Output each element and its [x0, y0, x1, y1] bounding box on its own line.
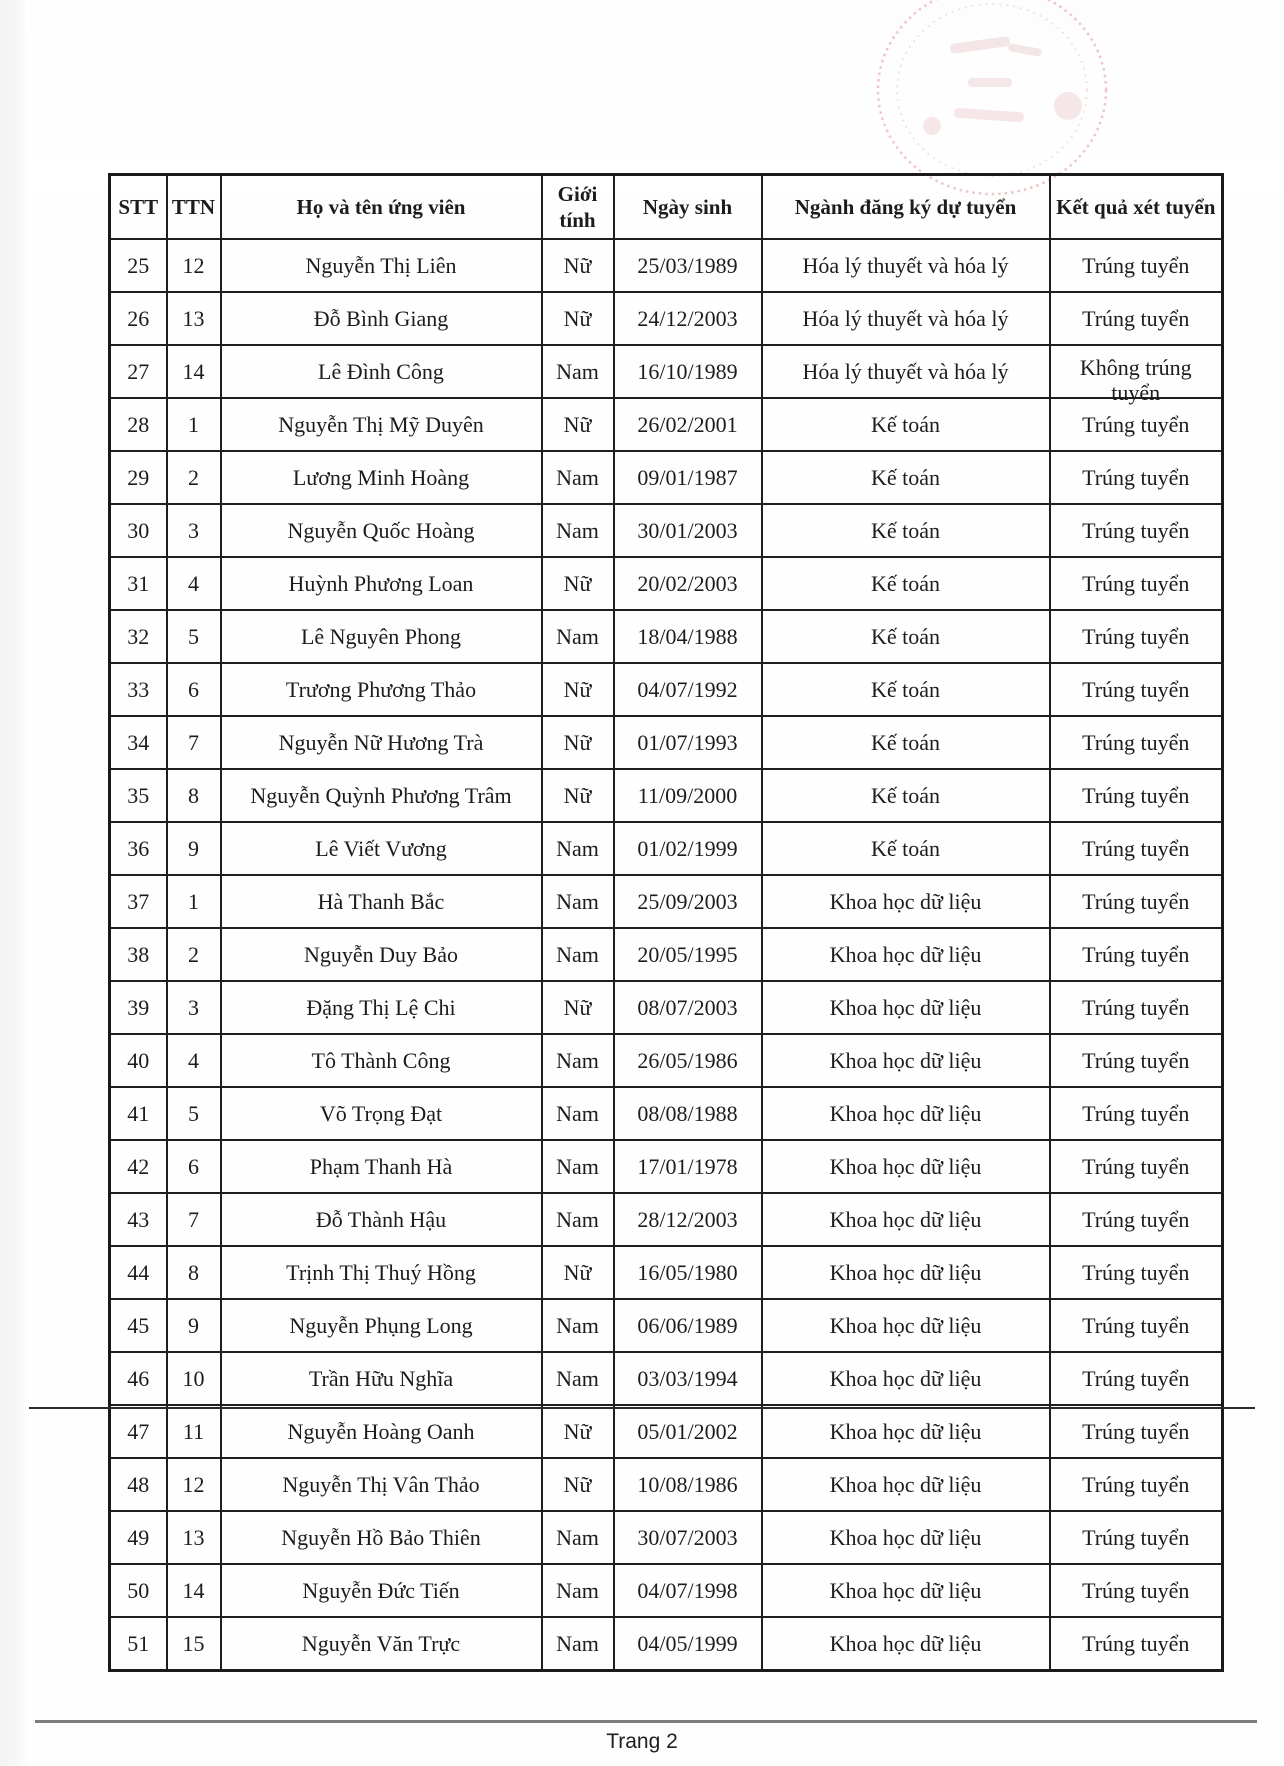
column-header-stt: STT [110, 175, 167, 240]
cell-gender: Nam [542, 1564, 614, 1617]
cell-name: Lương Minh Hoàng [221, 451, 542, 504]
cell-result: Trúng tuyển [1050, 1034, 1223, 1087]
cell-stt: 41 [110, 1087, 167, 1140]
cell-name: Nguyễn Thị Liên [221, 239, 542, 292]
table-row [110, 292, 1223, 345]
table-row [110, 1458, 1223, 1511]
cell-ttn: 4 [167, 1034, 221, 1087]
cell-ttn: 1 [167, 875, 221, 928]
cell-name: Lê Nguyên Phong [221, 610, 542, 663]
cell-stt: 48 [110, 1458, 167, 1511]
cell-ttn: 11 [167, 1405, 221, 1458]
cell-stt: 46 [110, 1352, 167, 1405]
cell-stt: 38 [110, 928, 167, 981]
table-row [110, 875, 1223, 928]
cell-stt: 33 [110, 663, 167, 716]
cell-result: Trúng tuyển [1050, 716, 1223, 769]
cell-dob: 11/09/2000 [614, 769, 762, 822]
table-row [110, 1405, 1223, 1458]
cell-name: Nguyễn Văn Trực [221, 1617, 542, 1671]
cell-result: Trúng tuyển [1050, 239, 1223, 292]
cell-major: Kế toán [762, 716, 1050, 769]
cell-dob: 04/07/1992 [614, 663, 762, 716]
cell-gender: Nam [542, 1352, 614, 1405]
cell-result: Trúng tuyển [1050, 292, 1223, 345]
cell-stt: 44 [110, 1246, 167, 1299]
cell-name: Nguyễn Thị Mỹ Duyên [221, 398, 542, 451]
cell-dob: 01/07/1993 [614, 716, 762, 769]
cell-major: Khoa học dữ liệu [762, 1299, 1050, 1352]
column-header-name: Họ và tên ứng viên [221, 175, 542, 240]
column-header-dob: Ngày sinh [614, 175, 762, 240]
cell-dob: 16/10/1989 [614, 345, 762, 398]
cell-major: Khoa học dữ liệu [762, 1087, 1050, 1140]
cell-ttn: 1 [167, 398, 221, 451]
cell-name: Nguyễn Hoàng Oanh [221, 1405, 542, 1458]
table-row [110, 716, 1223, 769]
cell-gender: Nữ [542, 292, 614, 345]
cell-ttn: 15 [167, 1617, 221, 1671]
scan-top-tint [30, 0, 1284, 190]
cell-result: Trúng tuyển [1050, 822, 1223, 875]
cell-major: Kế toán [762, 557, 1050, 610]
cell-ttn: 13 [167, 1511, 221, 1564]
cell-gender: Nữ [542, 663, 614, 716]
cell-result: Trúng tuyển [1050, 663, 1223, 716]
cell-result: Trúng tuyển [1050, 928, 1223, 981]
cell-stt: 32 [110, 610, 167, 663]
table-row [110, 504, 1223, 557]
cell-major: Kế toán [762, 610, 1050, 663]
cell-ttn: 4 [167, 557, 221, 610]
cell-result: Trúng tuyển [1050, 1617, 1223, 1671]
cell-ttn: 14 [167, 1564, 221, 1617]
cell-gender: Nam [542, 1087, 614, 1140]
cell-major: Khoa học dữ liệu [762, 1405, 1050, 1458]
column-header-ttn: TTN [167, 175, 221, 240]
table-row [110, 1087, 1223, 1140]
cell-ttn: 10 [167, 1352, 221, 1405]
cell-dob: 25/03/1989 [614, 239, 762, 292]
table-row [110, 1299, 1223, 1352]
cell-ttn: 13 [167, 292, 221, 345]
cell-dob: 28/12/2003 [614, 1193, 762, 1246]
cell-major: Khoa học dữ liệu [762, 1458, 1050, 1511]
table-header-row [110, 175, 1223, 240]
cell-ttn: 12 [167, 1458, 221, 1511]
cell-major: Kế toán [762, 663, 1050, 716]
cell-result: Trúng tuyển [1050, 1193, 1223, 1246]
cell-ttn: 3 [167, 504, 221, 557]
table-row [110, 610, 1223, 663]
cell-gender: Nữ [542, 239, 614, 292]
table-row [110, 1617, 1223, 1671]
cell-stt: 34 [110, 716, 167, 769]
cell-name: Trần Hữu Nghĩa [221, 1352, 542, 1405]
cell-stt: 30 [110, 504, 167, 557]
cell-result: Trúng tuyển [1050, 1246, 1223, 1299]
cell-gender: Nam [542, 1511, 614, 1564]
table-row [110, 1352, 1223, 1405]
cell-dob: 30/07/2003 [614, 1511, 762, 1564]
cell-dob: 03/03/1994 [614, 1352, 762, 1405]
cell-stt: 27 [110, 345, 167, 398]
cell-result: Trúng tuyển [1050, 875, 1223, 928]
cell-ttn: 8 [167, 1246, 221, 1299]
table-row [110, 822, 1223, 875]
cell-stt: 42 [110, 1140, 167, 1193]
cell-major: Khoa học dữ liệu [762, 1617, 1050, 1671]
cell-ttn: 7 [167, 716, 221, 769]
cell-major: Khoa học dữ liệu [762, 875, 1050, 928]
cell-stt: 36 [110, 822, 167, 875]
cell-ttn: 9 [167, 822, 221, 875]
cell-result: Trúng tuyển [1050, 1564, 1223, 1617]
cell-gender: Nữ [542, 1405, 614, 1458]
cell-dob: 25/09/2003 [614, 875, 762, 928]
cell-dob: 30/01/2003 [614, 504, 762, 557]
cell-name: Nguyễn Hồ Bảo Thiên [221, 1511, 542, 1564]
cell-result: Trúng tuyển [1050, 451, 1223, 504]
cell-name: Đặng Thị Lệ Chi [221, 981, 542, 1034]
cell-result: Trúng tuyển [1050, 1405, 1223, 1458]
cell-stt: 51 [110, 1617, 167, 1671]
cell-ttn: 5 [167, 1087, 221, 1140]
cell-major: Khoa học dữ liệu [762, 1034, 1050, 1087]
cell-result: Trúng tuyển [1050, 1511, 1223, 1564]
cell-stt: 45 [110, 1299, 167, 1352]
cell-ttn: 2 [167, 451, 221, 504]
cell-gender: Nam [542, 504, 614, 557]
cell-stt: 26 [110, 292, 167, 345]
cell-stt: 37 [110, 875, 167, 928]
cell-gender: Nam [542, 610, 614, 663]
cell-dob: 26/05/1986 [614, 1034, 762, 1087]
table-row [110, 1564, 1223, 1617]
cell-dob: 26/02/2001 [614, 398, 762, 451]
cell-major: Khoa học dữ liệu [762, 1193, 1050, 1246]
table-row [110, 1511, 1223, 1564]
cell-gender: Nữ [542, 1458, 614, 1511]
column-header-gender: Giới tính [542, 175, 614, 240]
cell-dob: 20/05/1995 [614, 928, 762, 981]
table-row [110, 451, 1223, 504]
cell-result: Không trúng tuyển [1050, 345, 1223, 398]
table-row [110, 557, 1223, 610]
cell-ttn: 3 [167, 981, 221, 1034]
cell-major: Khoa học dữ liệu [762, 1352, 1050, 1405]
cell-result: Trúng tuyển [1050, 557, 1223, 610]
cell-dob: 24/12/2003 [614, 292, 762, 345]
cell-gender: Nam [542, 1034, 614, 1087]
cell-gender: Nữ [542, 398, 614, 451]
cell-ttn: 8 [167, 769, 221, 822]
cell-name: Nguyễn Phụng Long [221, 1299, 542, 1352]
cell-stt: 25 [110, 239, 167, 292]
cell-dob: 04/07/1998 [614, 1564, 762, 1617]
cell-stt: 43 [110, 1193, 167, 1246]
cell-result: Trúng tuyển [1050, 398, 1223, 451]
cell-stt: 31 [110, 557, 167, 610]
cell-dob: 20/02/2003 [614, 557, 762, 610]
cell-result: Trúng tuyển [1050, 1140, 1223, 1193]
table-row [110, 663, 1223, 716]
cell-result: Trúng tuyển [1050, 769, 1223, 822]
cell-gender: Nam [542, 875, 614, 928]
cell-ttn: 12 [167, 239, 221, 292]
cell-dob: 10/08/1986 [614, 1458, 762, 1511]
cell-result: Trúng tuyển [1050, 610, 1223, 663]
cell-gender: Nữ [542, 981, 614, 1034]
cell-major: Kế toán [762, 822, 1050, 875]
cell-dob: 06/06/1989 [614, 1299, 762, 1352]
cell-gender: Nam [542, 1617, 614, 1671]
table-row [110, 1246, 1223, 1299]
cell-ttn: 6 [167, 663, 221, 716]
table-row [110, 345, 1223, 398]
cell-ttn: 2 [167, 928, 221, 981]
cell-dob: 08/08/1988 [614, 1087, 762, 1140]
table-row [110, 928, 1223, 981]
table-row [110, 769, 1223, 822]
cell-gender: Nữ [542, 557, 614, 610]
candidates-table [108, 173, 1224, 1672]
cell-result: Trúng tuyển [1050, 1352, 1223, 1405]
cell-stt: 39 [110, 981, 167, 1034]
cell-name: Trịnh Thị Thuý Hồng [221, 1246, 542, 1299]
cell-name: Tô Thành Công [221, 1034, 542, 1087]
cell-major: Khoa học dữ liệu [762, 928, 1050, 981]
cell-major: Khoa học dữ liệu [762, 981, 1050, 1034]
cell-major: Hóa lý thuyết và hóa lý [762, 292, 1050, 345]
cell-ttn: 14 [167, 345, 221, 398]
cell-name: Phạm Thanh Hà [221, 1140, 542, 1193]
cell-gender: Nam [542, 451, 614, 504]
cell-dob: 05/01/2002 [614, 1405, 762, 1458]
cell-gender: Nam [542, 345, 614, 398]
cell-result: Trúng tuyển [1050, 981, 1223, 1034]
table-row [110, 1193, 1223, 1246]
table-row [110, 981, 1223, 1034]
cell-stt: 49 [110, 1511, 167, 1564]
cell-major: Kế toán [762, 398, 1050, 451]
cell-stt: 50 [110, 1564, 167, 1617]
table-row [110, 1034, 1223, 1087]
cell-gender: Nữ [542, 1246, 614, 1299]
cell-dob: 01/02/1999 [614, 822, 762, 875]
cell-major: Kế toán [762, 504, 1050, 557]
cell-ttn: 7 [167, 1193, 221, 1246]
cell-gender: Nữ [542, 716, 614, 769]
page-number: Trang 2 [606, 1730, 678, 1753]
scan-artifact-line [29, 1407, 1255, 1409]
cell-name: Trương Phương Thảo [221, 663, 542, 716]
cell-dob: 16/05/1980 [614, 1246, 762, 1299]
column-header-result: Kết quả xét tuyển [1050, 175, 1223, 240]
cell-dob: 18/04/1988 [614, 610, 762, 663]
cell-name: Đỗ Thành Hậu [221, 1193, 542, 1246]
cell-name: Lê Đình Công [221, 345, 542, 398]
cell-name: Hà Thanh Bắc [221, 875, 542, 928]
cell-major: Khoa học dữ liệu [762, 1511, 1050, 1564]
cell-ttn: 6 [167, 1140, 221, 1193]
cell-name: Huỳnh Phương Loan [221, 557, 542, 610]
cell-name: Nguyễn Nữ Hương Trà [221, 716, 542, 769]
cell-name: Võ Trọng Đạt [221, 1087, 542, 1140]
cell-name: Nguyễn Duy Bảo [221, 928, 542, 981]
cell-result: Trúng tuyển [1050, 1087, 1223, 1140]
cell-gender: Nam [542, 928, 614, 981]
cell-stt: 47 [110, 1405, 167, 1458]
scan-edge-shadow [0, 0, 30, 1766]
table-row [110, 1140, 1223, 1193]
column-header-major: Ngành đăng ký dự tuyển [762, 175, 1050, 240]
cell-name: Nguyễn Thị Vân Thảo [221, 1458, 542, 1511]
table-row [110, 398, 1223, 451]
cell-name: Lê Viết Vương [221, 822, 542, 875]
cell-major: Kế toán [762, 451, 1050, 504]
cell-gender: Nam [542, 822, 614, 875]
cell-stt: 40 [110, 1034, 167, 1087]
cell-major: Kế toán [762, 769, 1050, 822]
cell-result: Trúng tuyển [1050, 1458, 1223, 1511]
cell-major: Khoa học dữ liệu [762, 1564, 1050, 1617]
cell-name: Đỗ Bình Giang [221, 292, 542, 345]
cell-result: Trúng tuyển [1050, 504, 1223, 557]
cell-name: Nguyễn Quỳnh Phương Trâm [221, 769, 542, 822]
cell-stt: 35 [110, 769, 167, 822]
footer-rule [35, 1720, 1257, 1723]
cell-major: Khoa học dữ liệu [762, 1246, 1050, 1299]
cell-stt: 29 [110, 451, 167, 504]
cell-dob: 09/01/1987 [614, 451, 762, 504]
cell-gender: Nam [542, 1193, 614, 1246]
cell-major: Khoa học dữ liệu [762, 1140, 1050, 1193]
cell-ttn: 9 [167, 1299, 221, 1352]
cell-major: Hóa lý thuyết và hóa lý [762, 239, 1050, 292]
cell-name: Nguyễn Đức Tiến [221, 1564, 542, 1617]
cell-major: Hóa lý thuyết và hóa lý [762, 345, 1050, 398]
cell-stt: 28 [110, 398, 167, 451]
table-row [110, 239, 1223, 292]
cell-gender: Nam [542, 1140, 614, 1193]
cell-result: Trúng tuyển [1050, 1299, 1223, 1352]
cell-dob: 08/07/2003 [614, 981, 762, 1034]
cell-dob: 04/05/1999 [614, 1617, 762, 1671]
cell-ttn: 5 [167, 610, 221, 663]
cell-dob: 17/01/1978 [614, 1140, 762, 1193]
cell-name: Nguyễn Quốc Hoàng [221, 504, 542, 557]
cell-gender: Nam [542, 1299, 614, 1352]
cell-gender: Nữ [542, 769, 614, 822]
